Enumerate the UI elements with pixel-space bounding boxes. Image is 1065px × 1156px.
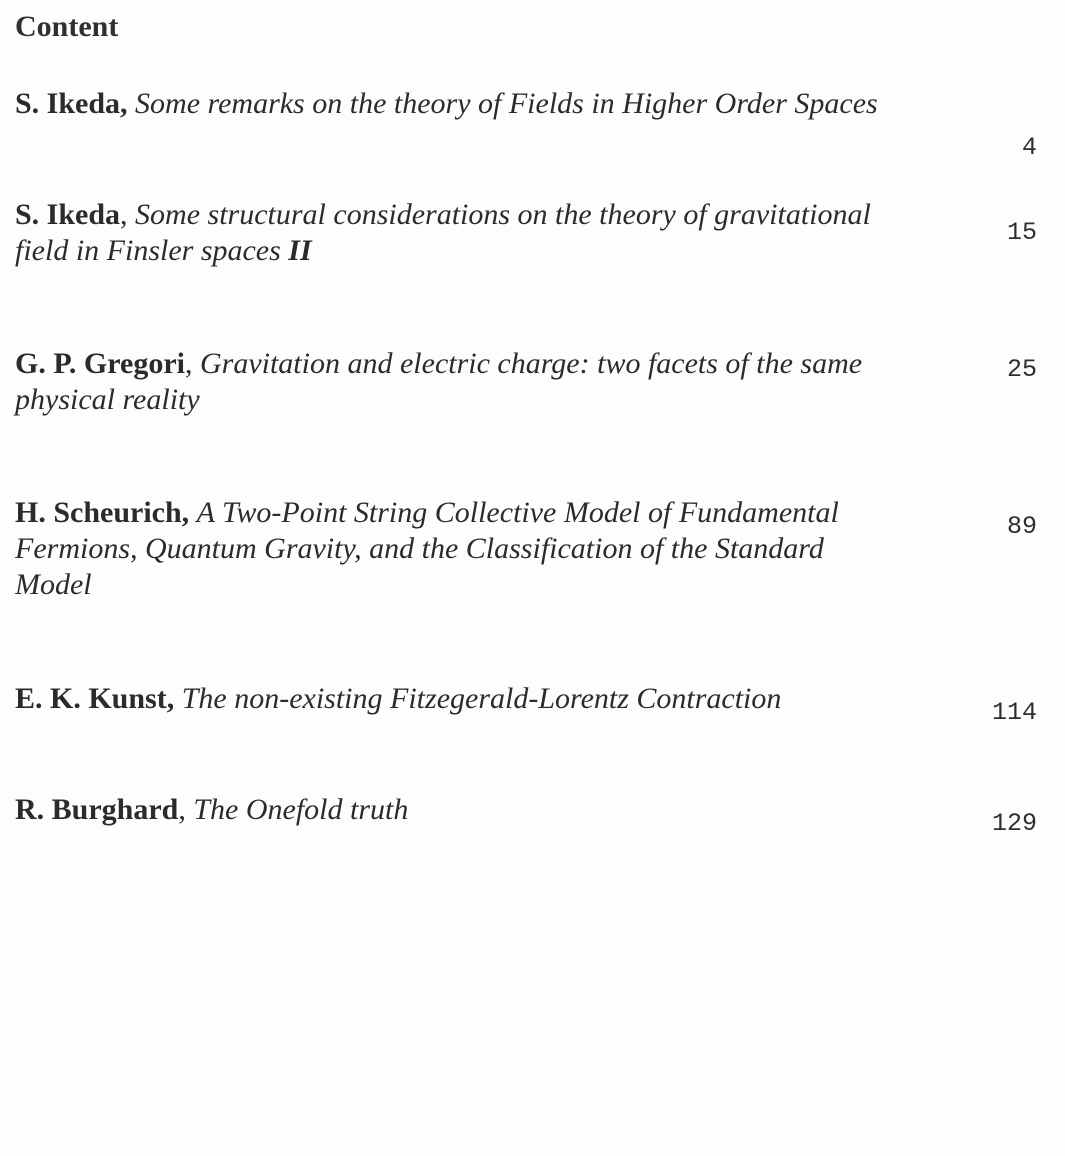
entry-title: Some structural considerations on the theory of gravitational field in Finsler spaces bbox=[15, 198, 871, 267]
page-title: Content bbox=[15, 10, 119, 43]
toc-entry: R. Burghard, The Onefold truth 129 bbox=[15, 792, 885, 828]
toc-entry: G. P. Gregori, Gravitation and electric charge: two facets of the same physical reality 25 bbox=[15, 347, 1037, 416]
entry-author: G. P. Gregori bbox=[15, 347, 185, 380]
entry-page-number: 114 bbox=[991, 698, 1037, 727]
entry-author: S. Ikeda, bbox=[15, 87, 128, 120]
toc-entry bbox=[15, 495, 1037, 603]
toc-entry bbox=[15, 681, 1037, 727]
entry-title: Some remarks on the theory of Fields in Higher Order Spaces bbox=[135, 87, 878, 120]
toc-entry bbox=[15, 86, 1037, 162]
entry-page-number: 129 bbox=[991, 809, 1037, 838]
entry-author: R. Burghard bbox=[15, 793, 179, 826]
entry-author: H. Scheurich, bbox=[15, 496, 190, 529]
entry-page-number: 15 bbox=[1006, 218, 1037, 247]
entry-title-volume: II bbox=[288, 234, 312, 267]
toc-entry: S. Ikeda, Some structural considerations on the theory of gravitational field in Finsler spaces II 15 bbox=[15, 198, 1037, 267]
entry-page-number: 25 bbox=[1006, 355, 1037, 384]
entry-author: S. Ikeda bbox=[15, 198, 121, 231]
entry-page-number: 4 bbox=[1021, 133, 1037, 162]
entry-title: A Two-Point String Collective Model of Fundamental Fermions, Quantum Gravity, and the Classification of the Standard Model bbox=[15, 496, 839, 601]
entry-author: E. K. Kunst, bbox=[15, 682, 175, 715]
entry-title: The non-existing Fitzegerald-Lorentz Contraction bbox=[181, 682, 782, 715]
entry-title: The Onefold truth bbox=[193, 793, 409, 826]
entry-title: Gravitation and electric charge: two facets of the same physical reality bbox=[15, 347, 863, 416]
entry-page-number: 89 bbox=[1006, 512, 1037, 541]
